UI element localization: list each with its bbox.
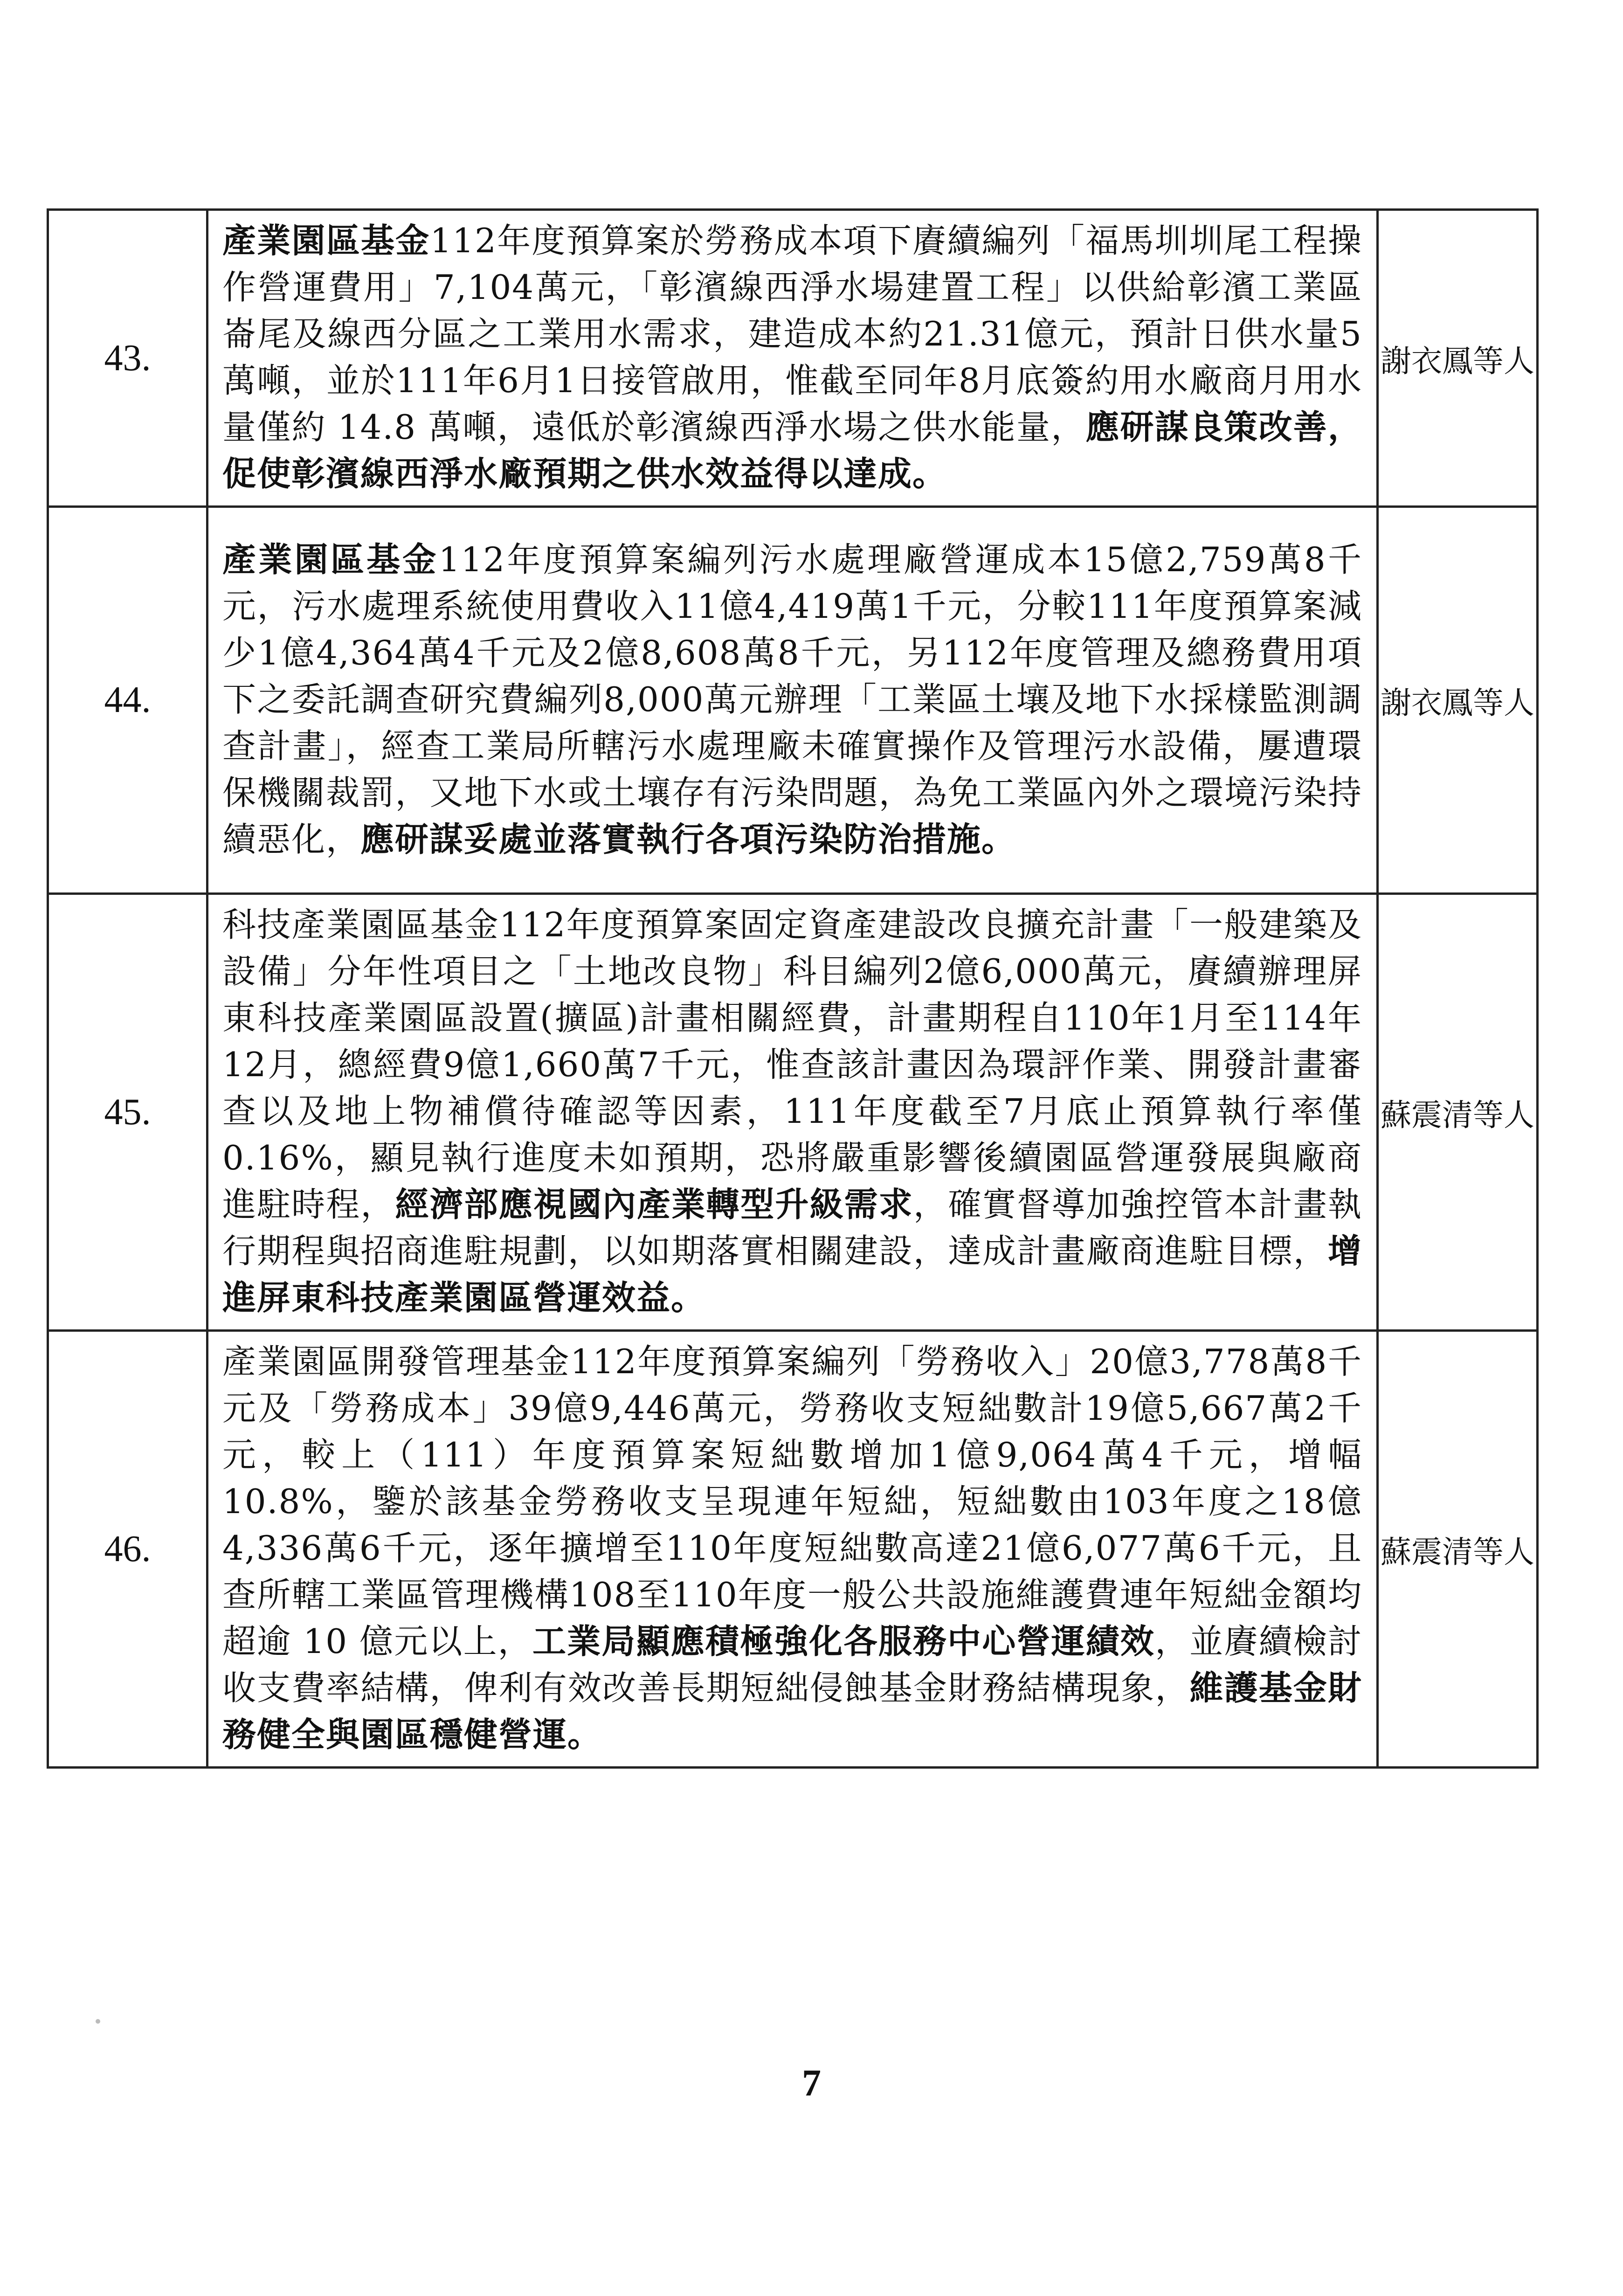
proposer-name: 蘇震清等人 (1378, 894, 1538, 1331)
text-segment: 112年度預算案編列污水處理廠營運成本15億2,759萬8千元，污水處理系統使用費收入11億4,419萬1千元，分較111年度預算案減少1億4,364萬4千元及2億8,608萬8千元，另112年度管理及總務費用項下之委託調查研究費編列8,000萬元辦理「工業區土壤及地下水採樣監測調查計畫」，經查工業局所轄污水處理廠未確實操作及管理污水設備，屢遭環保機關裁罰，又地下水或土壤存有污染問題，為免工業區內外之環境污染持續惡化， (222, 539, 1362, 859)
proposer-name: 蘇震清等人 (1378, 1331, 1538, 1768)
text-segment: 工業局顯應積極強化各服務中心營運績效 (532, 1621, 1155, 1661)
item-number: 46. (48, 1331, 207, 1768)
text-segment: 經濟部應視國內產業轉型升級需求 (395, 1184, 913, 1224)
text-segment: 維護基金財務健全與園區穩健營運。 (222, 1668, 1362, 1754)
text-segment: 應研謀良策改善，促使彰濱線西淨水廠預期之供水效益得以達成。 (222, 407, 1362, 493)
text-segment: ，確實督導加強控管本計畫執行期程與招商進駐規劃，以如期落實相關建設，達成計畫廠商進駐目標， (222, 1185, 1362, 1271)
text-segment: 產業園區基金 (222, 539, 439, 579)
text-segment: 應研謀妥處並落實執行各項污染防治措施。 (360, 819, 1016, 859)
resolution-text (207, 894, 1378, 1331)
table-row (48, 507, 1538, 894)
table-row (48, 1331, 1538, 1768)
text-segment: 產業園區開發管理基金112年度預算案編列「勞務收入」20億3,778萬8千元及「勞務成本」39億9,446萬元，勞務收支短絀數計19億5,667萬2千元，較上（111）年度預算案短絀數增加1億9,064萬4千元，增幅10.8%，鑒於該基金勞務收支呈現連年短絀，短絀數由103年度之18億4,336萬6千元，逐年擴增至110年度短絀數高達21億6,077萬6千元，且查所轄工業區管理機構108至110年度一般公共設施維護費連年短絀金額均超逾 10 億元以上， (222, 1342, 1362, 1661)
text-segment: 產業園區基金 (222, 221, 430, 260)
resolution-table (47, 208, 1539, 1769)
text-segment: ，並賡續檢討收支費率結構，俾利有效改善長期短絀侵蝕基金財務結構現象， (222, 1622, 1362, 1708)
item-number: 44. (48, 507, 207, 894)
table-row (48, 894, 1538, 1331)
text-segment: 增進屏東科技產業園區營運效益。 (222, 1231, 1362, 1317)
proposer-name: 謝衣鳳等人 (1378, 507, 1538, 894)
item-number: 45. (48, 894, 207, 1331)
proposer-name: 謝衣鳳等人 (1378, 210, 1538, 507)
resolution-text (207, 210, 1378, 507)
item-number: 43. (48, 210, 207, 507)
resolution-text (207, 507, 1378, 894)
page-number: 7 (802, 2061, 821, 2104)
table-row (48, 210, 1538, 507)
scan-speck (96, 2019, 100, 2024)
text-segment: 科技產業園區基金112年度預算案固定資產建設改良擴充計畫「一般建築及設備」分年性項目之「土地改良物」科目編列2億6,000萬元，賡續辦理屏東科技產業園區設置(擴區)計畫相關經費，計畫期程自110年1月至114年12月，總經費9億1,660萬7千元，惟查該計畫因為環評作業、開發計畫審查以及地上物補償待確認等因素，111年度截至7月底止預算執行率僅 0.16%，顯見執行進度未如預期，恐將嚴重影響後續園區營運發展與廠商進駐時程， (222, 905, 1362, 1224)
text-segment: 112年度預算案於勞務成本項下賡續編列「福馬圳圳尾工程操作營運費用」7,104萬元，「彰濱線西淨水場建置工程」以供給彰濱工業區崙尾及線西分區之工業用水需求，建造成本約21.31億元，預計日供水量5萬噸，並於111年6月1日接管啟用，惟截至同年8月底簽約用水廠商月用水量僅約 14.8 萬噸，遠低於彰濱線西淨水場之供水能量， (222, 221, 1362, 447)
resolution-text (207, 1331, 1378, 1768)
